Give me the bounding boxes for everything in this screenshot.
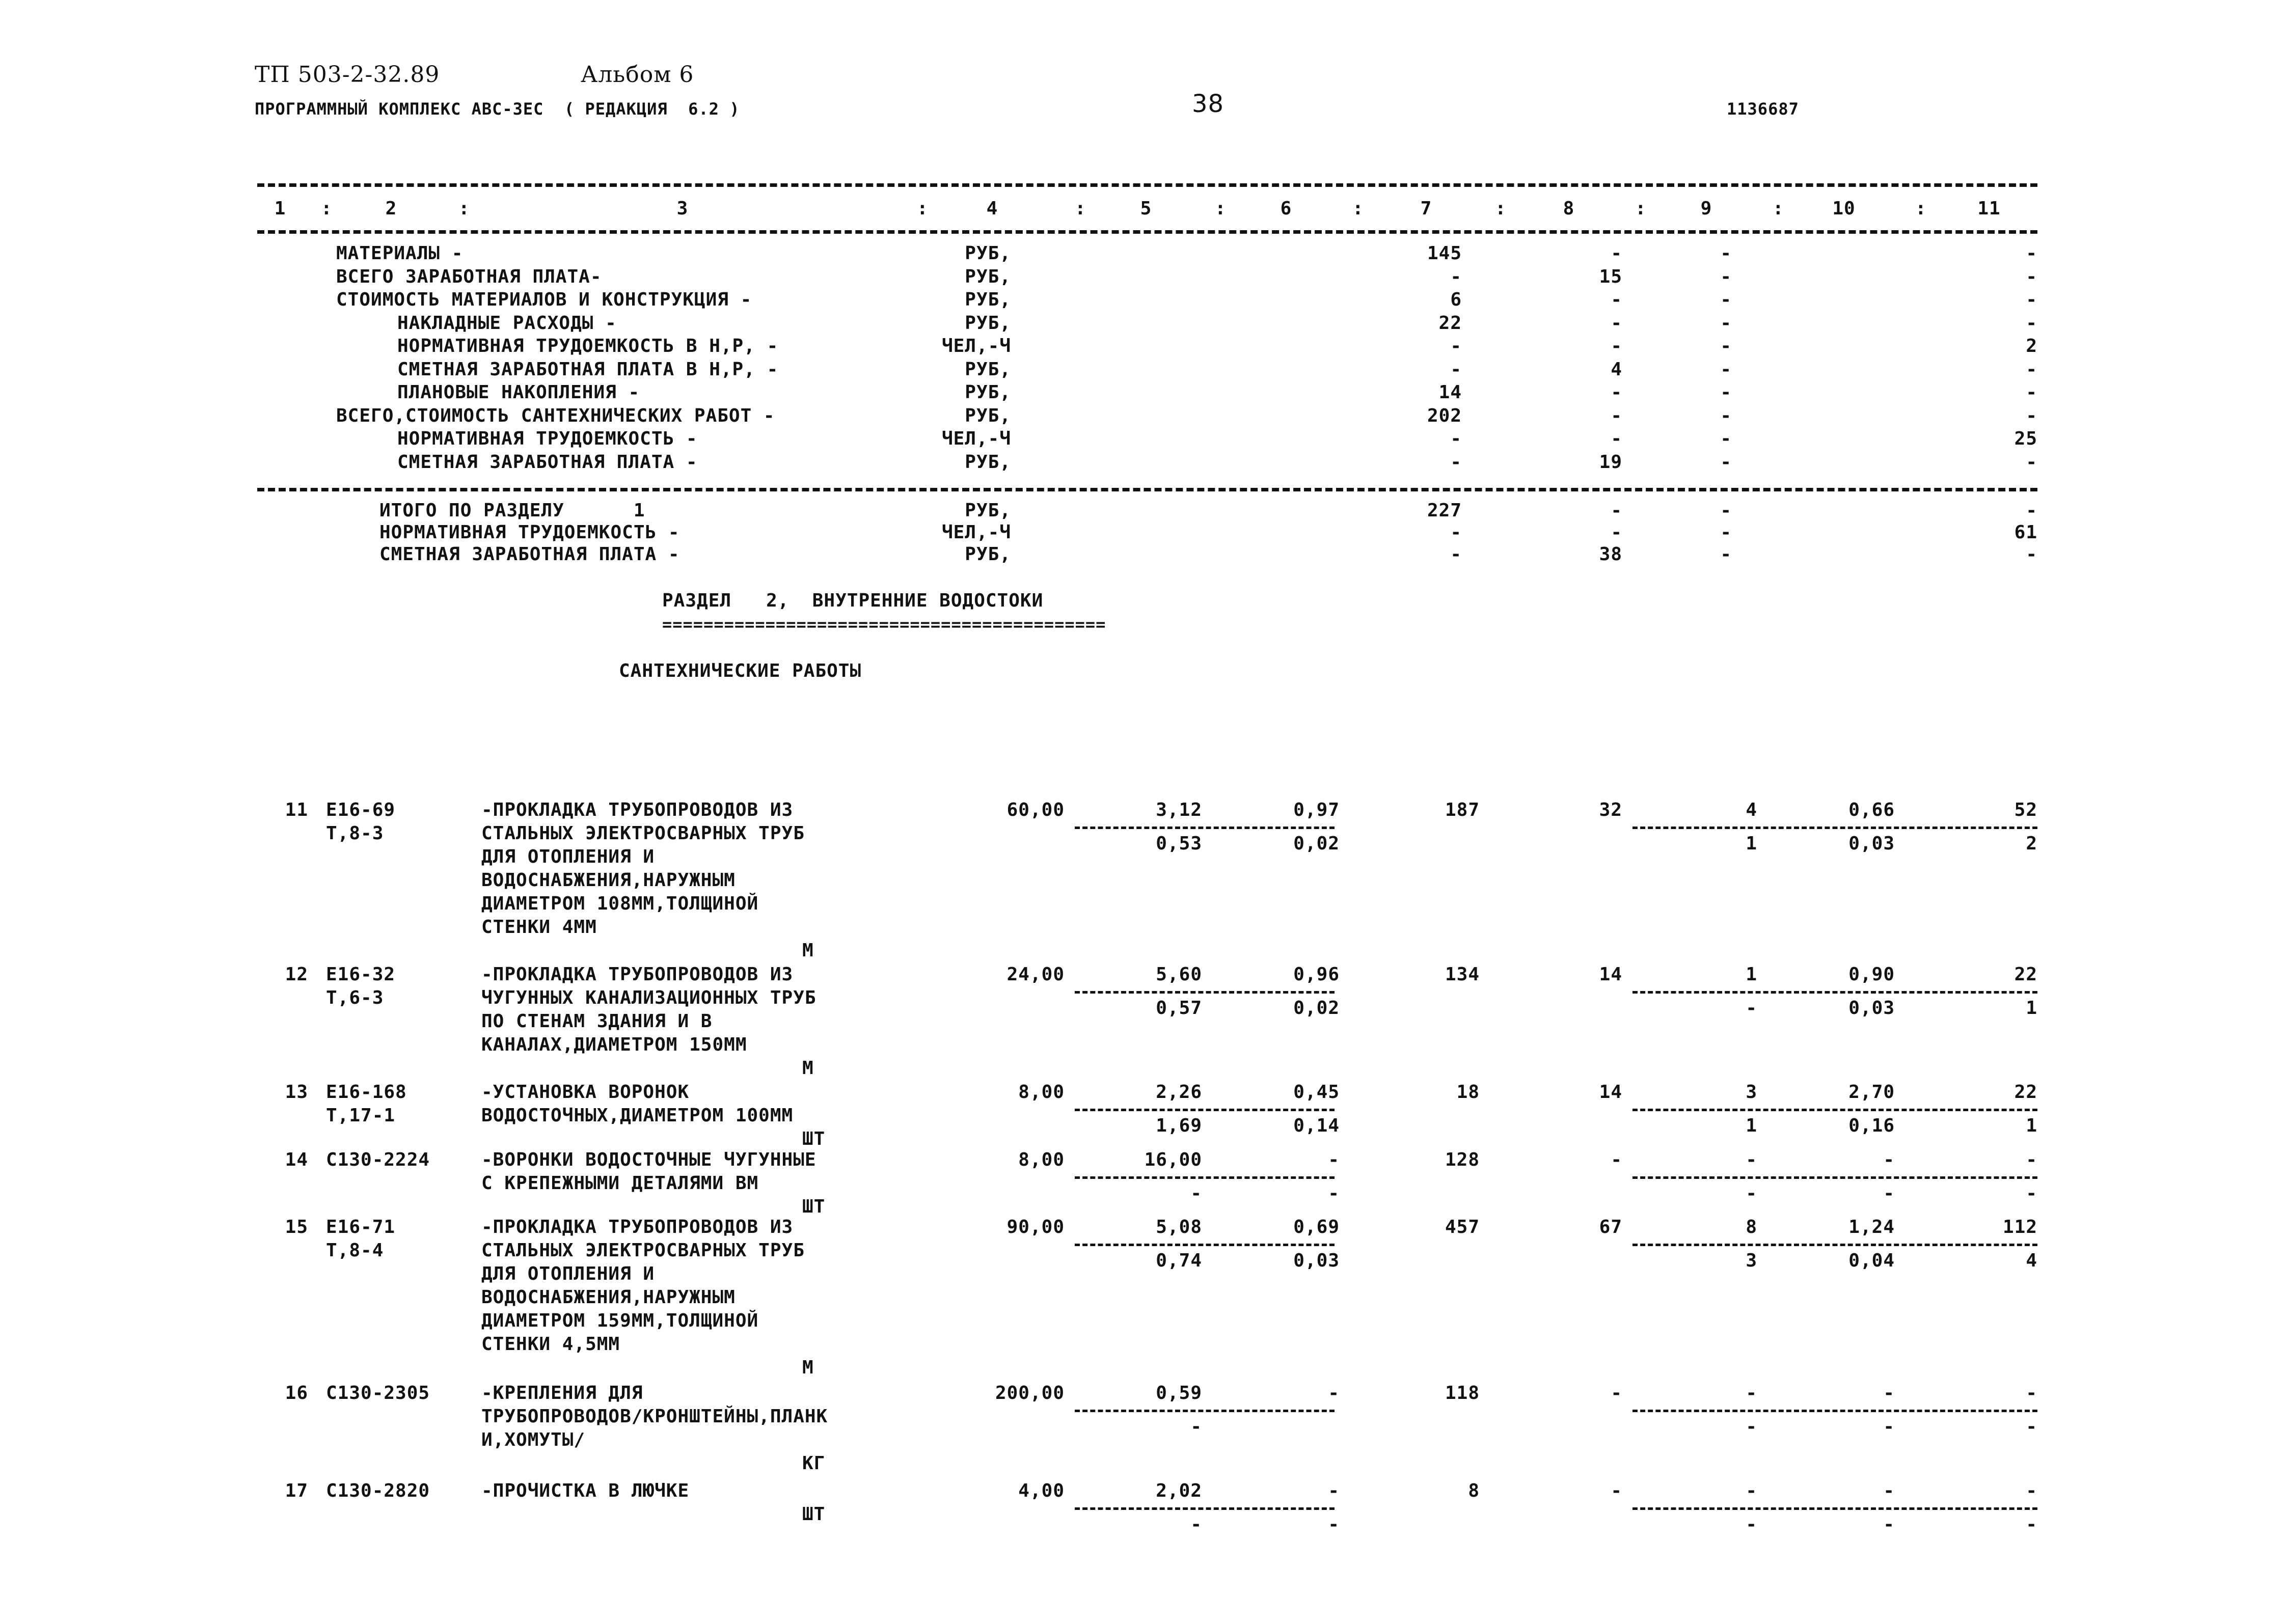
summary-label: СМЕТНАЯ ЗАРАБОТНАЯ ПЛАТА - xyxy=(397,451,698,473)
album-label: Альбом 6 xyxy=(581,62,694,88)
item-quantity: 4,00 xyxy=(1018,1480,1065,1501)
item-unit: М xyxy=(802,1357,814,1378)
item-unit-wage: 0,97 xyxy=(1293,800,1340,820)
item-unit-wage-sub: 0,14 xyxy=(1293,1115,1340,1136)
summary-wage: - xyxy=(1611,405,1622,426)
item-total-cost: 128 xyxy=(1445,1149,1480,1170)
item-quantity: 200,00 xyxy=(995,1383,1065,1403)
summary-rule xyxy=(257,488,2037,491)
doc-code: ТП 503-2-32.89 xyxy=(255,62,440,88)
summary-unit: РУБ, xyxy=(965,382,1011,403)
item-description: -УСТАНОВКА ВОРОНОК xyxy=(481,1082,690,1103)
item-machine: - xyxy=(1746,1149,1757,1170)
summary-machine: - xyxy=(1720,405,1732,426)
item-unit: ШТ xyxy=(802,1504,826,1525)
item-total-wage: 32 xyxy=(1599,800,1622,820)
total-label: НОРМАТИВНАЯ ТРУДОЕМКОСТЬ - xyxy=(379,522,680,543)
column-number: 4 xyxy=(986,198,998,219)
column-number: 10 xyxy=(1832,198,1856,219)
summary-wage: 19 xyxy=(1599,451,1622,473)
summary-labor: - xyxy=(2026,359,2037,380)
item-machine-sub: - xyxy=(1746,1514,1757,1535)
item-labor-total-sub: 1 xyxy=(2026,1115,2037,1136)
summary-wage: - xyxy=(1611,382,1622,403)
item-labor-total-sub: - xyxy=(2026,1183,2037,1204)
column-number: 3 xyxy=(676,198,689,219)
summary-cost: - xyxy=(1450,336,1462,356)
item-unit-wage: 0,45 xyxy=(1293,1082,1340,1103)
item-total-wage: - xyxy=(1611,1149,1622,1170)
column-separator: : xyxy=(1773,198,1784,219)
summary-machine: - xyxy=(1720,451,1732,473)
summary-unit: РУБ, xyxy=(965,405,1011,426)
summary-cost: 14 xyxy=(1438,382,1462,403)
item-unit: ШТ xyxy=(802,1128,826,1149)
item-unit-cost: 2,02 xyxy=(1156,1480,1202,1501)
item-labor-total: 52 xyxy=(2014,800,2037,820)
item-labor-unit: 0,90 xyxy=(1848,964,1895,985)
item-labor-unit-sub: - xyxy=(1883,1416,1895,1437)
item-unit: КГ xyxy=(802,1453,826,1474)
summary-machine: - xyxy=(1720,266,1732,287)
item-machine: 4 xyxy=(1746,800,1757,820)
item-rule xyxy=(1075,1244,1335,1246)
column-separator: : xyxy=(321,198,333,219)
column-number: 5 xyxy=(1140,198,1152,219)
summary-label: НАКЛАДНЫЕ РАСХОДЫ - xyxy=(397,312,617,334)
item-machine-sub: - xyxy=(1746,998,1757,1019)
item-labor-total: 22 xyxy=(2014,964,2037,985)
summary-labor: - xyxy=(2026,312,2037,334)
summary-machine: - xyxy=(1720,312,1732,334)
item-machine: - xyxy=(1746,1383,1757,1403)
column-separator: : xyxy=(1495,198,1507,219)
item-number: 17 xyxy=(285,1480,308,1501)
total-unit: РУБ, xyxy=(965,544,1011,565)
item-labor-total: - xyxy=(2026,1149,2037,1170)
column-separator: : xyxy=(458,198,470,219)
summary-machine: - xyxy=(1720,243,1732,264)
item-quantity: 90,00 xyxy=(1006,1217,1065,1237)
item-description: -ПРОКЛАДКА ТРУБОПРОВОДОВ ИЗ xyxy=(481,800,794,820)
item-code: Т,8-3 xyxy=(326,823,384,844)
summary-cost: 145 xyxy=(1427,243,1462,264)
item-machine: 3 xyxy=(1746,1082,1757,1103)
summary-unit: РУБ, xyxy=(965,359,1011,380)
summary-labor: - xyxy=(2026,382,2037,403)
summary-labor: 2 xyxy=(2026,336,2037,356)
item-labor-total-sub: 2 xyxy=(2026,833,2037,854)
item-unit-wage: - xyxy=(1328,1383,1340,1403)
item-machine-sub: 1 xyxy=(1746,1115,1757,1136)
item-unit-cost-sub: - xyxy=(1190,1183,1202,1204)
summary-machine: - xyxy=(1720,428,1732,449)
item-unit-wage: - xyxy=(1328,1149,1340,1170)
item-description: ЧУГУННЫХ КАНАЛИЗАЦИОННЫХ ТРУБ xyxy=(481,987,817,1008)
column-number: 7 xyxy=(1420,198,1432,219)
total-wage: - xyxy=(1611,522,1622,543)
total-machine: - xyxy=(1720,544,1732,565)
total-wage: - xyxy=(1611,500,1622,521)
item-number: 16 xyxy=(285,1383,308,1403)
item-rule xyxy=(1075,991,1335,994)
item-unit-cost-sub: 1,69 xyxy=(1156,1115,1202,1136)
item-labor-unit-sub: 0,04 xyxy=(1848,1250,1895,1271)
item-unit-cost: 2,26 xyxy=(1156,1082,1202,1103)
summary-machine: - xyxy=(1720,289,1732,310)
summary-label: СМЕТНАЯ ЗАРАБОТНАЯ ПЛАТА В Н,Р, - xyxy=(397,359,779,380)
item-description: -ВОРОНКИ ВОДОСТОЧНЫЕ ЧУГУННЫЕ xyxy=(481,1149,817,1170)
item-unit-cost: 5,08 xyxy=(1156,1217,1202,1237)
item-description: ДЛЯ ОТОПЛЕНИЯ И xyxy=(481,1263,655,1284)
item-unit-cost-sub: 0,57 xyxy=(1156,998,1202,1019)
item-machine-sub: 3 xyxy=(1746,1250,1757,1271)
item-description: ВОДОСТОЧНЫХ,ДИАМЕТРОМ 100ММ xyxy=(481,1105,794,1126)
item-total-wage: - xyxy=(1611,1383,1622,1403)
total-cost: - xyxy=(1450,522,1462,543)
item-labor-unit: - xyxy=(1883,1383,1895,1403)
column-number: 11 xyxy=(1977,198,2001,219)
summary-unit: РУБ, xyxy=(965,312,1011,334)
item-unit-cost: 3,12 xyxy=(1156,800,1202,820)
column-number: 8 xyxy=(1563,198,1575,219)
summary-cost: 202 xyxy=(1427,405,1462,426)
program-line: ПРОГРАММНЫЙ КОМПЛЕКС АВС-ЗЕС ( РЕДАКЦИЯ 6.2 ) xyxy=(255,99,740,119)
total-machine: - xyxy=(1720,500,1732,521)
item-description: -ПРОЧИСТКА В ЛЮЧКЕ xyxy=(481,1480,690,1501)
item-total-wage: 14 xyxy=(1599,1082,1622,1103)
summary-labor: - xyxy=(2026,266,2037,287)
item-description: И,ХОМУТЫ/ xyxy=(481,1429,586,1450)
item-labor-total: 112 xyxy=(2002,1217,2037,1237)
summary-labor: - xyxy=(2026,451,2037,473)
item-labor-unit-sub: 0,16 xyxy=(1848,1115,1895,1136)
item-machine: 8 xyxy=(1746,1217,1757,1237)
item-labor-total: 22 xyxy=(2014,1082,2037,1103)
summary-label: НОРМАТИВНАЯ ТРУДОЕМКОСТЬ В Н,Р, - xyxy=(397,336,779,356)
summary-labor: 25 xyxy=(2014,428,2037,449)
item-rule xyxy=(1075,1507,1335,1510)
column-number: 2 xyxy=(385,198,397,219)
item-description: -ПРОКЛАДКА ТРУБОПРОВОДОВ ИЗ xyxy=(481,1217,794,1237)
section-subtitle: САНТЕХНИЧЕСКИЕ РАБОТЫ xyxy=(619,660,862,681)
item-unit-cost-sub: - xyxy=(1190,1514,1202,1535)
summary-labor: - xyxy=(2026,405,2037,426)
item-code: Е16-168 xyxy=(326,1082,407,1103)
item-description: СТАЛЬНЫХ ЭЛЕКТРОСВАРНЫХ ТРУБ xyxy=(481,1240,805,1261)
column-separator: : xyxy=(1352,198,1364,219)
item-labor-total: - xyxy=(2026,1480,2037,1501)
summary-cost: 6 xyxy=(1450,289,1462,310)
summary-wage: - xyxy=(1611,243,1622,264)
item-labor-unit-sub: 0,03 xyxy=(1848,833,1895,854)
summary-unit: РУБ, xyxy=(965,289,1011,310)
item-code: Т,6-3 xyxy=(326,987,384,1008)
total-cost: 227 xyxy=(1427,500,1462,521)
item-description: ТРУБОПРОВОДОВ/КРОНШТЕЙНЫ,ПЛАНК xyxy=(481,1406,828,1427)
section-title: РАЗДЕЛ 2, ВНУТРЕННИЕ ВОДОСТОКИ xyxy=(662,590,1044,611)
item-machine: - xyxy=(1746,1480,1757,1501)
item-unit-cost-sub: 0,74 xyxy=(1156,1250,1202,1271)
total-label: СМЕТНАЯ ЗАРАБОТНАЯ ПЛАТА - xyxy=(379,544,680,565)
summary-wage: - xyxy=(1611,428,1622,449)
summary-machine: - xyxy=(1720,382,1732,403)
item-description: ДИАМЕТРОМ 108ММ,ТОЛЩИНОЙ xyxy=(481,893,759,914)
item-unit-wage-sub: 0,03 xyxy=(1293,1250,1340,1271)
item-description: СТЕНКИ 4ММ xyxy=(481,917,597,938)
item-rule xyxy=(1075,827,1335,829)
item-number: 15 xyxy=(285,1217,308,1237)
summary-label: ВСЕГО,СТОИМОСТЬ САНТЕХНИЧЕСКИХ РАБОТ - xyxy=(336,405,775,426)
item-unit-cost: 0,59 xyxy=(1156,1383,1202,1403)
item-description: ДЛЯ ОТОПЛЕНИЯ И xyxy=(481,846,655,867)
summary-cost: - xyxy=(1450,266,1462,287)
column-number: 6 xyxy=(1280,198,1292,219)
item-labor-unit-sub: - xyxy=(1883,1183,1895,1204)
summary-wage: - xyxy=(1611,336,1622,356)
summary-wage: - xyxy=(1611,312,1622,334)
item-description: -ПРОКЛАДКА ТРУБОПРОВОДОВ ИЗ xyxy=(481,964,794,985)
item-code: Т,8-4 xyxy=(326,1240,384,1261)
item-code: Т,17-1 xyxy=(326,1105,396,1126)
item-unit-cost-sub: 0,53 xyxy=(1156,833,1202,854)
header-rule-top xyxy=(257,183,2037,187)
item-unit-cost: 5,60 xyxy=(1156,964,1202,985)
column-number: 1 xyxy=(274,198,286,219)
item-unit: М xyxy=(802,940,814,961)
item-rule xyxy=(1075,1410,1335,1412)
section-underline: =========================================== xyxy=(662,615,1106,634)
item-labor-total-sub: - xyxy=(2026,1416,2037,1437)
item-unit-cost: 16,00 xyxy=(1144,1149,1202,1170)
item-rule xyxy=(1632,1410,2037,1412)
item-description: СТАЛЬНЫХ ЭЛЕКТРОСВАРНЫХ ТРУБ xyxy=(481,823,805,844)
item-code: Е16-32 xyxy=(326,964,396,985)
item-labor-total-sub: 1 xyxy=(2026,998,2037,1019)
item-quantity: 8,00 xyxy=(1018,1082,1065,1103)
summary-wage: 4 xyxy=(1611,359,1622,380)
total-unit: РУБ, xyxy=(965,500,1011,521)
item-number: 11 xyxy=(285,800,308,820)
item-total-cost: 18 xyxy=(1456,1082,1480,1103)
summary-label: ПЛАНОВЫЕ НАКОПЛЕНИЯ - xyxy=(397,382,640,403)
item-labor-unit: 0,66 xyxy=(1848,800,1895,820)
item-labor-total-sub: - xyxy=(2026,1514,2037,1535)
item-labor-unit: - xyxy=(1883,1480,1895,1501)
item-unit-wage: 0,69 xyxy=(1293,1217,1340,1237)
item-description: -КРЕПЛЕНИЯ ДЛЯ xyxy=(481,1383,643,1403)
item-code: С130-2305 xyxy=(326,1383,430,1403)
summary-unit: ЧЕЛ,-Ч xyxy=(941,336,1011,356)
item-total-cost: 187 xyxy=(1445,800,1480,820)
item-code: С130-2820 xyxy=(326,1480,430,1501)
total-labor: - xyxy=(2026,500,2037,521)
item-total-wage: - xyxy=(1611,1480,1622,1501)
item-labor-unit: 1,24 xyxy=(1848,1217,1895,1237)
column-number: 9 xyxy=(1700,198,1712,219)
item-number: 14 xyxy=(285,1149,308,1170)
summary-unit: РУБ, xyxy=(965,266,1011,287)
summary-label: ВСЕГО ЗАРАБОТНАЯ ПЛАТА- xyxy=(336,266,602,287)
item-total-cost: 8 xyxy=(1468,1480,1480,1501)
item-unit-wage-sub: 0,02 xyxy=(1293,833,1340,854)
summary-unit: ЧЕЛ,-Ч xyxy=(941,428,1011,449)
item-number: 13 xyxy=(285,1082,308,1103)
column-separator: : xyxy=(1075,198,1086,219)
summary-wage: 15 xyxy=(1599,266,1622,287)
summary-cost: - xyxy=(1450,428,1462,449)
item-unit-wage-sub: - xyxy=(1328,1183,1340,1204)
summary-unit: РУБ, xyxy=(965,451,1011,473)
item-quantity: 8,00 xyxy=(1018,1149,1065,1170)
item-rule xyxy=(1632,1244,2037,1246)
header-rule-bottom xyxy=(257,230,2037,234)
item-total-cost: 457 xyxy=(1445,1217,1480,1237)
item-unit-wage-sub: 0,02 xyxy=(1293,998,1340,1019)
item-machine-sub: - xyxy=(1746,1416,1757,1437)
item-total-cost: 118 xyxy=(1445,1383,1480,1403)
item-description: ВОДОСНАБЖЕНИЯ,НАРУЖНЫМ xyxy=(481,870,736,891)
summary-labor: - xyxy=(2026,289,2037,310)
item-description: ПО СТЕНАМ ЗДАНИЯ И В xyxy=(481,1011,713,1032)
summary-label: МАТЕРИАЛЫ - xyxy=(336,243,464,264)
column-separator: : xyxy=(1915,198,1927,219)
summary-label: НОРМАТИВНАЯ ТРУДОЕМКОСТЬ - xyxy=(397,428,698,449)
item-rule xyxy=(1075,1109,1335,1111)
item-total-wage: 67 xyxy=(1599,1217,1622,1237)
item-machine-sub: 1 xyxy=(1746,833,1757,854)
item-code: Е16-69 xyxy=(326,800,396,820)
summary-cost: 22 xyxy=(1438,312,1462,334)
total-wage: 38 xyxy=(1599,544,1622,565)
summary-cost: - xyxy=(1450,359,1462,380)
column-separator: : xyxy=(917,198,929,219)
item-number: 12 xyxy=(285,964,308,985)
item-total-wage: 14 xyxy=(1599,964,1622,985)
column-separator: : xyxy=(1215,198,1227,219)
total-labor: - xyxy=(2026,544,2037,565)
item-rule xyxy=(1632,1109,2037,1111)
total-labor: 61 xyxy=(2014,522,2037,543)
item-code: Е16-71 xyxy=(326,1217,396,1237)
item-quantity: 60,00 xyxy=(1006,800,1065,820)
summary-cost: - xyxy=(1450,451,1462,473)
item-rule xyxy=(1632,1507,2037,1510)
summary-wage: - xyxy=(1611,289,1622,310)
item-unit-wage-sub: - xyxy=(1328,1514,1340,1535)
item-rule xyxy=(1075,1176,1335,1179)
summary-labor: - xyxy=(2026,243,2037,264)
item-machine: 1 xyxy=(1746,964,1757,985)
item-total-cost: 134 xyxy=(1445,964,1480,985)
item-labor-unit: 2,70 xyxy=(1848,1082,1895,1103)
item-description: ВОДОСНАБЖЕНИЯ,НАРУЖНЫМ xyxy=(481,1287,736,1308)
item-rule xyxy=(1632,1176,2037,1179)
item-description: КАНАЛАХ,ДИАМЕТРОМ 150ММ xyxy=(481,1034,747,1055)
item-labor-unit: - xyxy=(1883,1149,1895,1170)
item-labor-unit-sub: - xyxy=(1883,1514,1895,1535)
summary-machine: - xyxy=(1720,336,1732,356)
item-description: СТЕНКИ 4,5ММ xyxy=(481,1334,620,1355)
item-unit-wage: - xyxy=(1328,1480,1340,1501)
item-unit: М xyxy=(802,1058,814,1079)
total-machine: - xyxy=(1720,522,1732,543)
item-unit-cost-sub: - xyxy=(1190,1416,1202,1437)
page-number: 38 xyxy=(1192,90,1224,118)
item-machine-sub: - xyxy=(1746,1183,1757,1204)
summary-label: СТОИМОСТЬ МАТЕРИАЛОВ И КОНСТРУКЦИЯ - xyxy=(336,289,752,310)
item-code: С130-2224 xyxy=(326,1149,430,1170)
doc-number: 1136687 xyxy=(1727,99,1799,119)
item-labor-total: - xyxy=(2026,1383,2037,1403)
total-label: ИТОГО ПО РАЗДЕЛУ 1 xyxy=(379,500,645,521)
item-unit-wage: 0,96 xyxy=(1293,964,1340,985)
total-unit: ЧЕЛ,-Ч xyxy=(941,522,1011,543)
item-labor-total-sub: 4 xyxy=(2026,1250,2037,1271)
total-cost: - xyxy=(1450,544,1462,565)
summary-machine: - xyxy=(1720,359,1732,380)
item-labor-unit-sub: 0,03 xyxy=(1848,998,1895,1019)
item-rule xyxy=(1632,827,2037,829)
item-description: ДИАМЕТРОМ 159ММ,ТОЛЩИНОЙ xyxy=(481,1310,759,1331)
item-description: С КРЕПЕЖНЫМИ ДЕТАЛЯМИ ВМ xyxy=(481,1173,759,1194)
item-rule xyxy=(1632,991,2037,994)
summary-unit: РУБ, xyxy=(965,243,1011,264)
item-quantity: 24,00 xyxy=(1006,964,1065,985)
item-unit: ШТ xyxy=(802,1196,826,1217)
column-separator: : xyxy=(1635,198,1647,219)
